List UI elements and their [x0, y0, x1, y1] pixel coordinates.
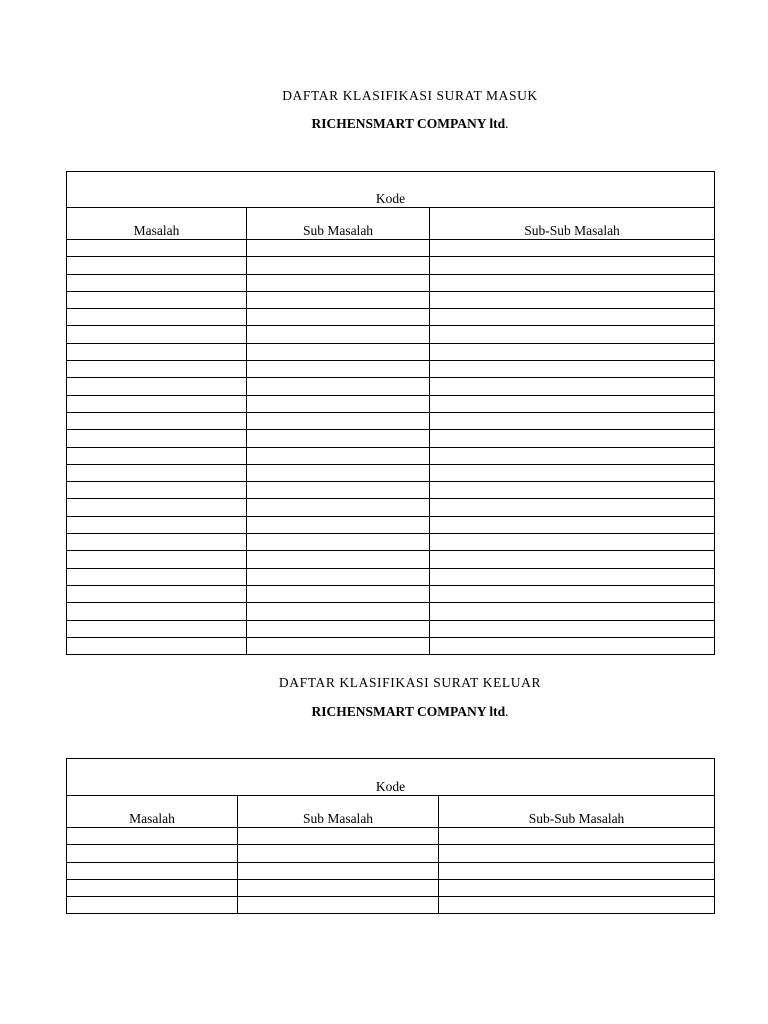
column-header-masalah: Masalah: [67, 796, 238, 828]
table-cell: [67, 551, 247, 568]
column-header-sub-sub-masalah: Sub-Sub Masalah: [430, 208, 715, 240]
table-cell: [247, 240, 430, 257]
table-cell: [247, 326, 430, 343]
table-cell: [247, 482, 430, 499]
table-cell: [430, 534, 715, 551]
table-row: [67, 464, 715, 481]
table-cell: [67, 516, 247, 533]
table-row: [67, 585, 715, 602]
table-row: [67, 378, 715, 395]
section-title-masuk: DAFTAR KLASIFIKASI SURAT MASUK: [282, 88, 538, 103]
table-cell: [67, 274, 247, 291]
table-row: [67, 845, 715, 862]
table-cell: [67, 343, 247, 360]
table-cell: [430, 257, 715, 274]
table-cell: [430, 326, 715, 343]
table-cell: [67, 412, 247, 429]
table-cell: [238, 828, 439, 845]
table-cell: [67, 828, 238, 845]
table-row: [67, 499, 715, 516]
table-cell: [67, 447, 247, 464]
table-row: [67, 897, 715, 914]
table-row: [67, 412, 715, 429]
table-cell: [430, 482, 715, 499]
classification-table-keluar: [66, 758, 715, 914]
table-cell: [439, 862, 715, 879]
table-cell: [238, 862, 439, 879]
table-cell: [67, 568, 247, 585]
table-cell: [430, 568, 715, 585]
table-cell: [67, 603, 247, 620]
table-cell: [430, 412, 715, 429]
table-cell: [430, 447, 715, 464]
table-cell: [67, 879, 238, 896]
table-cell: [430, 309, 715, 326]
table-cell: [430, 395, 715, 412]
table-cell: [67, 309, 247, 326]
kode-header: Kode: [67, 759, 715, 796]
table-cell: [67, 499, 247, 516]
table-cell: [430, 603, 715, 620]
table-cell: [67, 361, 247, 378]
company-name-text: RICHENSMART COMPANY ltd: [311, 116, 506, 131]
table-row: [67, 551, 715, 568]
table-cell: [67, 430, 247, 447]
column-header-sub-sub-masalah: Sub-Sub Masalah: [439, 796, 715, 828]
table-cell: [238, 879, 439, 896]
table-cell: [67, 326, 247, 343]
table-cell: [67, 585, 247, 602]
table-cell: [67, 291, 247, 308]
table-cell: [247, 516, 430, 533]
table-cell: [247, 412, 430, 429]
table-row: [67, 430, 715, 447]
table-cell: [67, 862, 238, 879]
table-row: [67, 516, 715, 533]
table-row: [67, 482, 715, 499]
table-cell: [439, 897, 715, 914]
table-row: [67, 326, 715, 343]
table-cell: [67, 482, 247, 499]
table-cell: [67, 464, 247, 481]
column-header-sub-masalah: Sub Masalah: [247, 208, 430, 240]
table-cell: [430, 620, 715, 637]
table-cell: [247, 274, 430, 291]
table-row: [67, 291, 715, 308]
table-cell: [430, 516, 715, 533]
column-header-masalah: Masalah: [67, 208, 247, 240]
table-row: [67, 879, 715, 896]
table-row: [67, 620, 715, 637]
section-title-keluar: DAFTAR KLASIFIKASI SURAT KELUAR: [278, 675, 542, 690]
table-cell: [247, 257, 430, 274]
table-cell: [247, 361, 430, 378]
table-cell: [430, 240, 715, 257]
table-row: [67, 637, 715, 654]
table-cell: [430, 378, 715, 395]
table-cell: [247, 447, 430, 464]
table-cell: [430, 274, 715, 291]
company-name-masuk: [0, 116, 768, 132]
table-cell: [430, 464, 715, 481]
table-cell: [430, 430, 715, 447]
table-cell: [439, 845, 715, 862]
table-cell: [430, 585, 715, 602]
table-row: [67, 862, 715, 879]
table-row: [67, 534, 715, 551]
table-cell: [247, 551, 430, 568]
table-row: [67, 361, 715, 378]
table-cell: [67, 240, 247, 257]
table-cell: [439, 828, 715, 845]
table-cell: [67, 897, 238, 914]
table-cell: [247, 343, 430, 360]
kode-header: Kode: [67, 172, 715, 208]
classification-table-masuk: [66, 171, 715, 655]
table-cell: [439, 879, 715, 896]
table-cell: [247, 309, 430, 326]
table-cell: [247, 464, 430, 481]
table-cell: [67, 845, 238, 862]
company-name-keluar: [0, 704, 768, 720]
table-cell: [67, 637, 247, 654]
company-suffix: .: [505, 704, 509, 719]
table-cell: [67, 257, 247, 274]
table-cell: [430, 361, 715, 378]
table-cell: [247, 620, 430, 637]
table-cell: [247, 534, 430, 551]
table-cell: [430, 499, 715, 516]
table-cell: [430, 551, 715, 568]
company-suffix: .: [505, 116, 509, 131]
table-row: [67, 603, 715, 620]
table-cell: [238, 897, 439, 914]
column-header-sub-masalah: Sub Masalah: [238, 796, 439, 828]
table-row: [67, 395, 715, 412]
table-row: [67, 828, 715, 845]
table-cell: [247, 395, 430, 412]
table-cell: [67, 395, 247, 412]
table-cell: [247, 568, 430, 585]
table-cell: [67, 620, 247, 637]
table-cell: [238, 845, 439, 862]
table-row: [67, 309, 715, 326]
table-row: [67, 343, 715, 360]
table-row: [67, 274, 715, 291]
table-cell: [430, 291, 715, 308]
table-cell: [430, 343, 715, 360]
company-name-text: RICHENSMART COMPANY ltd: [311, 704, 506, 719]
table-cell: [247, 499, 430, 516]
table-cell: [247, 603, 430, 620]
table-row: [67, 240, 715, 257]
table-cell: [247, 585, 430, 602]
table-cell: [247, 378, 430, 395]
table-row: [67, 447, 715, 464]
table-cell: [67, 378, 247, 395]
table-cell: [247, 637, 430, 654]
table-cell: [430, 637, 715, 654]
table-cell: [247, 291, 430, 308]
table-row: [67, 257, 715, 274]
table-cell: [67, 534, 247, 551]
table-cell: [247, 430, 430, 447]
table-row: [67, 568, 715, 585]
